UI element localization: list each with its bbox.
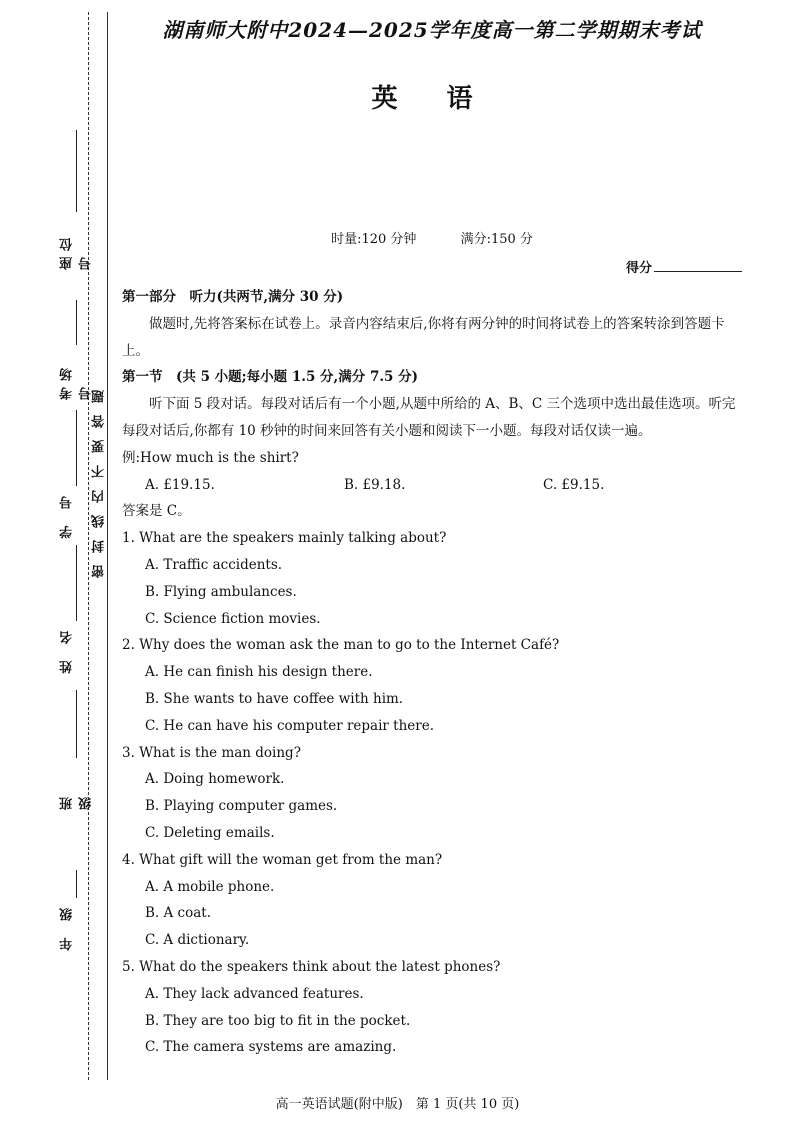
seat-number-label: 座位号 bbox=[60, 232, 94, 270]
full-score: 满分:150 分 bbox=[460, 232, 533, 247]
option-b: B. Flying ambulances. bbox=[145, 583, 297, 600]
subject-title: 英 语 bbox=[371, 84, 493, 114]
score-field[interactable] bbox=[626, 257, 742, 276]
question-2 bbox=[122, 632, 742, 739]
question-text: 3. What is the man doing? bbox=[122, 744, 301, 761]
time-limit: 时量:120 分钟 bbox=[331, 232, 417, 247]
option-c: C. The camera systems are amazing. bbox=[145, 1039, 397, 1056]
option-a: A. They lack advanced features. bbox=[145, 985, 364, 1002]
example-answer: 答案是 C。 bbox=[122, 503, 191, 520]
section1-heading: 第一节 (共 5 小题;每小题 1.5 分,满分 7.5 分) bbox=[122, 369, 419, 386]
example-option-a: A. £19.15. bbox=[145, 476, 215, 493]
student-id-label: 学 号 bbox=[60, 490, 75, 539]
grade-field[interactable] bbox=[54, 870, 78, 960]
option-c: C. Deleting emails. bbox=[145, 824, 275, 841]
name-label: 姓 名 bbox=[60, 625, 75, 674]
student-id-field[interactable] bbox=[54, 410, 78, 540]
binding-margin bbox=[0, 0, 112, 1123]
option-b: B. Playing computer games. bbox=[145, 798, 338, 815]
question-text: 4. What gift will the woman get from the man? bbox=[122, 851, 443, 868]
option-a: A. He can finish his design there. bbox=[145, 664, 373, 681]
option-a: A. A mobile phone. bbox=[145, 878, 275, 895]
exam-body bbox=[122, 284, 742, 1061]
question-3 bbox=[122, 740, 742, 847]
example-option-b: B. £9.18. bbox=[344, 476, 406, 493]
seal-line-dashed bbox=[88, 12, 89, 1080]
part1-intro: 做题时,先将答案标在试卷上。录音内容结束后,你将有两分钟的时间将试卷上的答案转涂到答题卡上。 bbox=[122, 315, 725, 359]
question-1 bbox=[122, 525, 742, 632]
exam-room-field[interactable] bbox=[54, 300, 94, 400]
exam-title: 湖南师大附中2024—2025学年度高一第二学期期末考试 bbox=[162, 18, 702, 42]
question-text: 5. What do the speakers think about the latest phones? bbox=[122, 958, 501, 975]
example-option-c: C. £9.15. bbox=[543, 476, 605, 493]
name-field[interactable] bbox=[54, 545, 78, 675]
option-a: A. Doing homework. bbox=[145, 771, 285, 788]
page-footer: 高一英语试题(附中版) 第 1 页(共 10 页) bbox=[275, 1097, 520, 1112]
question-5 bbox=[122, 954, 742, 1061]
option-c: C. A dictionary. bbox=[145, 932, 250, 949]
option-b: B. They are too big to fit in the pocket. bbox=[145, 1012, 411, 1029]
question-text: 2. Why does the woman ask the man to go to the Internet Café? bbox=[122, 637, 560, 654]
option-a: A. Traffic accidents. bbox=[145, 556, 283, 573]
class-label: 班 级 bbox=[60, 791, 94, 810]
part1-heading: 第一部分 听力(共两节,满分 30 分) bbox=[122, 289, 344, 305]
score-label: 得分 bbox=[625, 261, 652, 276]
option-c: C. He can have his computer repair there. bbox=[145, 717, 434, 734]
seat-number-field[interactable] bbox=[54, 130, 94, 270]
grade-label: 年 级 bbox=[60, 902, 75, 951]
option-b: B. A coat. bbox=[145, 905, 211, 922]
score-blank[interactable] bbox=[654, 271, 742, 272]
class-field[interactable] bbox=[54, 690, 94, 810]
section1-instructions: 听下面 5 段对话。每段对话后有一个小题,从题中所给的 A、B、C 三个选项中选出最佳选项。听完每段对话后,你都有 10 秒钟的时间来回答有关小题和阅读下一小题。每段对话仅读一遍。 bbox=[122, 396, 736, 439]
exam-room-label: 考场号 bbox=[60, 362, 94, 400]
seal-warning: 密封线内不要答题 bbox=[92, 378, 107, 578]
option-c: C. Science fiction movies. bbox=[145, 610, 321, 627]
example-options bbox=[122, 472, 742, 499]
question-4 bbox=[122, 847, 742, 954]
exam-info bbox=[122, 228, 742, 247]
question-text: 1. What are the speakers mainly talking about? bbox=[122, 530, 447, 547]
option-b: B. She wants to have coffee with him. bbox=[145, 690, 404, 707]
example-question: 例:How much is the shirt? bbox=[122, 449, 299, 466]
